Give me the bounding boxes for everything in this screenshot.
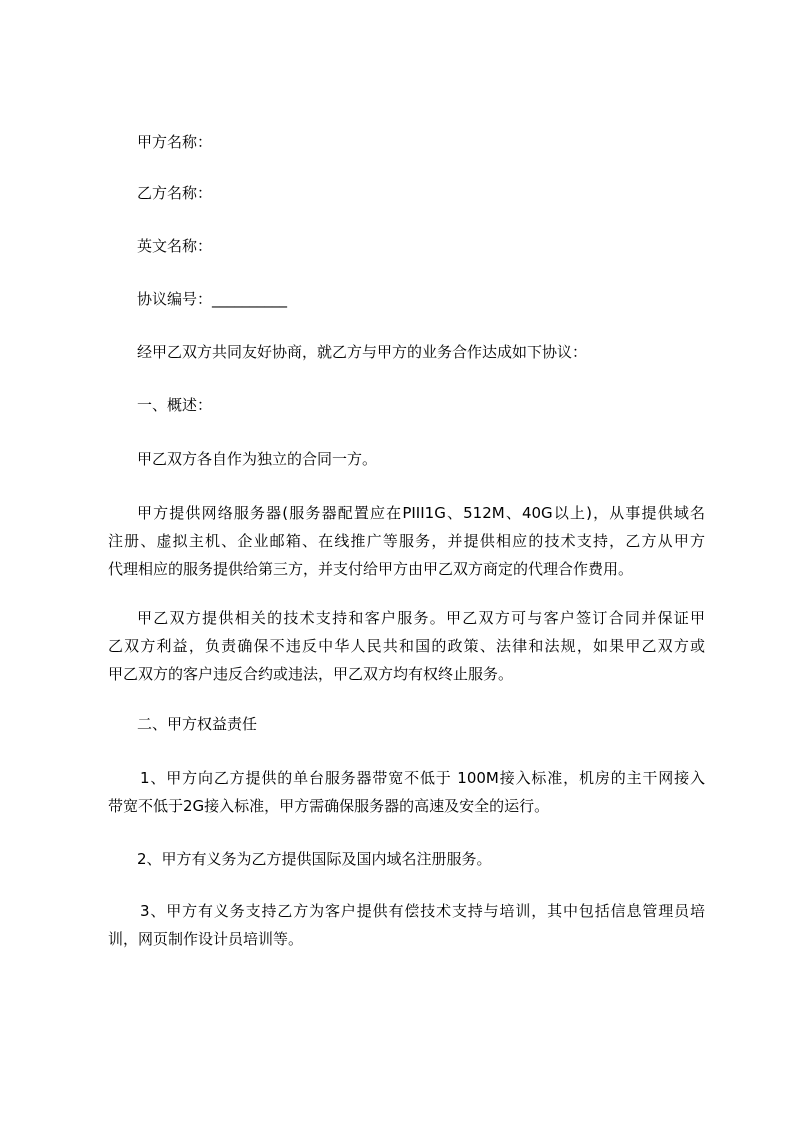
intro-paragraph: 经甲乙双方共同友好协商，就乙方与甲方的业务合作达成如下协议： <box>137 343 588 361</box>
section-2-item-2: 2、甲方有义务为乙方提供国际及国内域名注册服务。 <box>137 850 492 868</box>
text-line: 注册、虚拟主机、企业邮箱、在线推广等服务，并提供相应的技术支持，乙方从甲方 <box>108 532 705 550</box>
english-name-label: 英文名称： <box>137 237 213 255</box>
section-1-title: 一、概述： <box>137 396 213 414</box>
party-b-name-label: 乙方名称： <box>137 184 213 202</box>
agreement-number-label: 协议编号： <box>137 290 213 308</box>
agreement-number <box>137 289 287 309</box>
section-1-paragraph-1: 甲乙双方各自作为独立的合同一方。 <box>137 450 378 468</box>
agreement-number-blank: __________ <box>212 290 288 308</box>
text-line: 1、甲方向乙方提供的单台服务器带宽不低于 100M接入标准，机房的主干网接入 <box>140 769 705 787</box>
text-line: 甲乙双方的客户违反合约或违法，甲乙双方均有权终止服务。 <box>108 665 514 683</box>
text-line: 3、甲方有义务支持乙方为客户提供有偿技术支持与培训，其中包括信息管理员培 <box>140 902 705 920</box>
text-line: 甲方提供网络服务器(服务器配置应在PIII1G、512M、40G以上)，从事提供域名 <box>137 504 705 522</box>
text-line: 训，网页制作设计员培训等。 <box>108 930 304 948</box>
text-line: 甲乙双方提供相关的技术支持和客户服务。甲乙双方可与客户签订合同并保证甲 <box>137 609 705 627</box>
text-line: 代理相应的服务提供给第三方，并支付给甲方由甲乙双方商定的代理合作费用。 <box>108 560 634 578</box>
text-line: 带宽不低于2G接入标准，甲方需确保服务器的高速及安全的运行。 <box>108 797 550 815</box>
text-line: 乙双方利益，负责确保不违反中华人民共和国的政策、法律和法规，如果甲乙双方或 <box>108 637 705 655</box>
party-a-name-label: 甲方名称： <box>137 133 213 151</box>
section-2-title: 二、甲方权益责任 <box>137 715 258 733</box>
